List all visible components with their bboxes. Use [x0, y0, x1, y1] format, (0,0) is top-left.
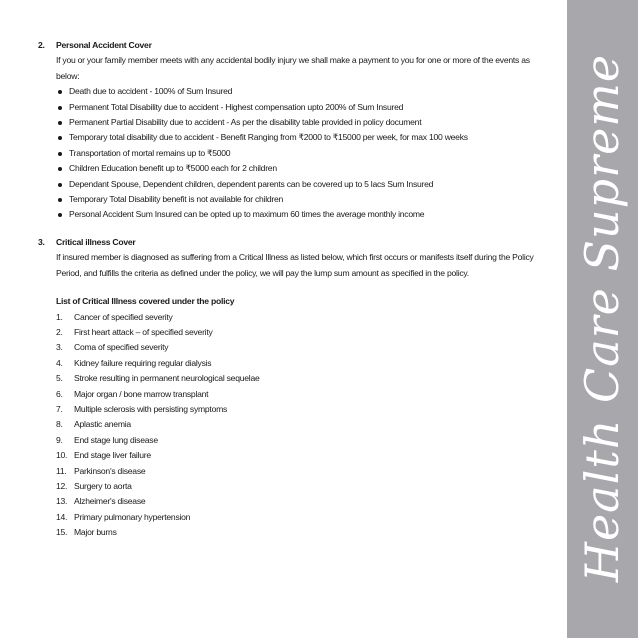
illness-name: Alzheimer's disease: [74, 496, 146, 507]
illness-name: Multiple sclerosis with persisting symptoms: [74, 403, 228, 414]
section-critical-illness: [38, 235, 538, 541]
brand-sidebar: [567, 0, 638, 638]
illness-name: Aplastic anemia: [74, 419, 131, 430]
illness-item: [56, 356, 538, 371]
illness-item: [56, 402, 538, 417]
benefit-item: Dependant Spouse, Dependent children, dependent parents can be covered up to 5 lacs Sum Insured: [56, 177, 538, 192]
illness-name: Parkinson's disease: [74, 465, 146, 476]
illness-item: [56, 310, 538, 325]
illness-item: [56, 448, 538, 463]
illness-name: Stroke resulting in permanent neurological sequelae: [74, 373, 260, 384]
illness-name: Primary pulmonary hypertension: [74, 511, 191, 522]
illness-number: 7.: [56, 403, 63, 414]
product-title: Health Care Supreme: [575, 53, 629, 583]
illness-list: [56, 310, 538, 541]
illness-name: Coma of specified severity: [74, 342, 169, 353]
illness-item: [56, 525, 538, 540]
benefit-item: Temporary Total Disability benefit is not available for children: [56, 192, 538, 207]
illness-number: 13.: [56, 496, 68, 507]
benefit-item: Permanent Total Disability due to accident - Highest compensation upto 200% of Sum Insured: [56, 100, 538, 115]
benefit-list: [56, 84, 538, 223]
benefit-item: Personal Accident Sum Insured can be opted up to maximum 60 times the average monthly income: [56, 207, 538, 222]
illness-name: Cancer of specified severity: [74, 311, 173, 322]
illness-number: 1.: [56, 311, 63, 322]
illness-number: 4.: [56, 357, 63, 368]
illness-item: [56, 479, 538, 494]
illness-item: [56, 417, 538, 432]
section-personal-accident: [38, 38, 538, 223]
illness-item: [56, 340, 538, 355]
benefit-item: Transportation of mortal remains up to ₹5000: [56, 146, 538, 161]
benefit-item: Permanent Partial Disability due to accident - As per the disability table provided in policy document: [56, 115, 538, 130]
illness-name: End stage liver failure: [74, 450, 151, 461]
illness-item: [56, 371, 538, 386]
illness-name: Surgery to aorta: [74, 480, 132, 491]
illness-list-heading: List of Critical Illness covered under the policy: [56, 296, 235, 307]
illness-number: 10.: [56, 450, 68, 461]
section-intro: If insured member is diagnosed as suffering from a Critical Illness as listed below, which first occurs or manifests itself during the Policy Period, and fulfills the criteria as defined under the policy, we will pay the lump sum amount as specified in the policy.: [56, 252, 534, 278]
illness-item: [56, 433, 538, 448]
section-body: [56, 38, 538, 223]
illness-item: [56, 464, 538, 479]
benefit-item: Children Education benefit up to ₹5000 each for 2 children: [56, 161, 538, 176]
illness-number: 11.: [56, 465, 67, 476]
section-title: Critical illness Cover: [56, 236, 136, 247]
section-number: 2.: [38, 40, 45, 50]
illness-number: 9.: [56, 434, 63, 445]
illness-name: Major organ / bone marrow transplant: [74, 388, 209, 399]
illness-name: First heart attack – of specified severity: [74, 326, 213, 337]
illness-item: [56, 510, 538, 525]
illness-number: 12.: [56, 480, 68, 491]
illness-item: [56, 387, 538, 402]
illness-name: Major burns: [74, 527, 117, 538]
illness-number: 3.: [56, 342, 63, 353]
benefit-item: Death due to accident - 100% of Sum Insured: [56, 84, 538, 99]
illness-name: End stage lung disease: [74, 434, 158, 445]
illness-number: 6.: [56, 388, 63, 399]
section-intro: If you or your family member meets with any accidental bodily injury we shall make a payment to you for one or more of the events as below:: [56, 55, 530, 81]
illness-name: Kidney failure requiring regular dialysis: [74, 357, 212, 368]
section-body: [56, 235, 538, 541]
illness-number: 15.: [56, 527, 68, 538]
illness-item: [56, 325, 538, 340]
illness-number: 5.: [56, 373, 63, 384]
illness-item: [56, 494, 538, 509]
section-title: Personal Accident Cover: [56, 40, 152, 50]
benefit-item: Temporary total disability due to accident - Benefit Ranging from ₹2000 to ₹15000 per week, for max 100 weeks: [56, 130, 538, 145]
section-number: 3.: [38, 236, 45, 247]
illness-number: 2.: [56, 326, 63, 337]
illness-number: 8.: [56, 419, 63, 430]
document-content: [38, 38, 538, 553]
illness-number: 14.: [56, 511, 68, 522]
